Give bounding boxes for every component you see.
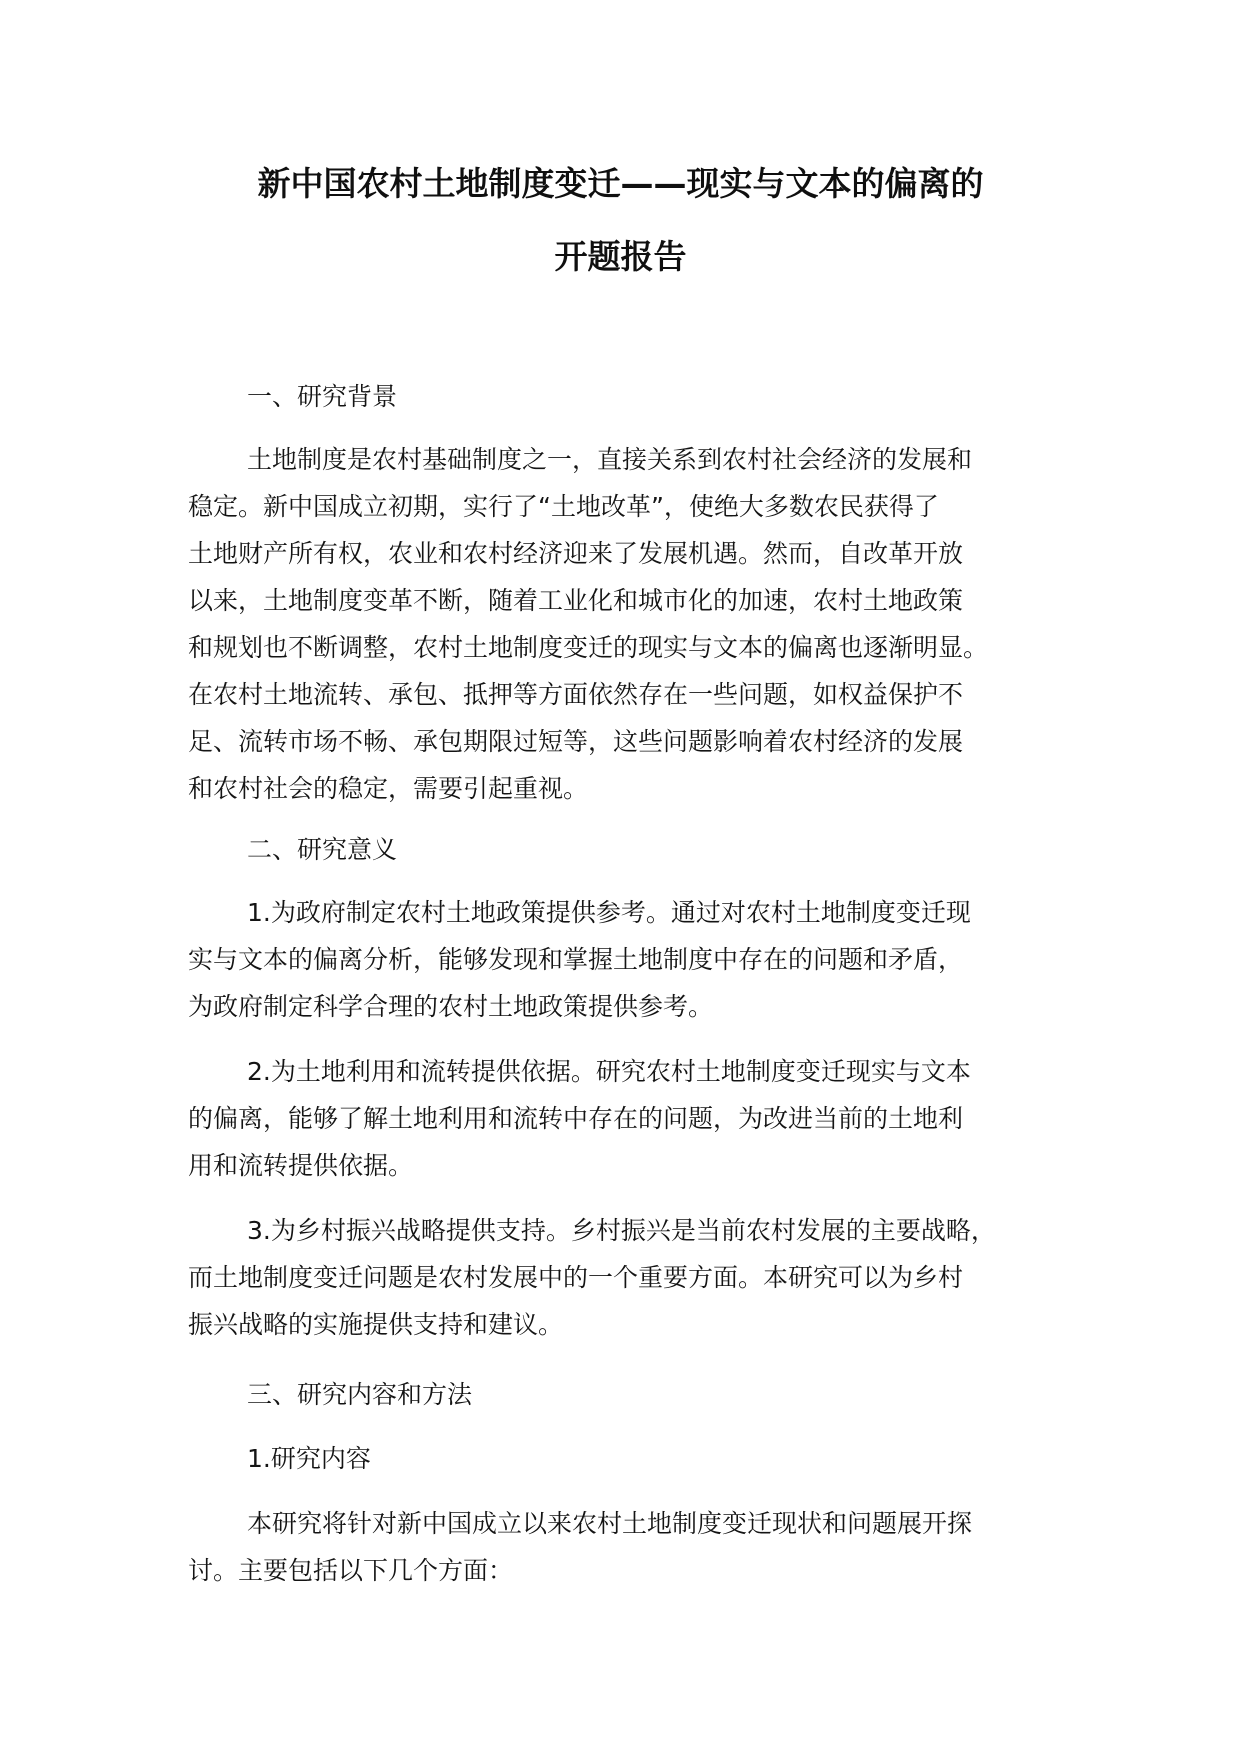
paragraph-line: 土地财产所有权，农业和农村经济迎来了发展机遇。然而，自改革开放: [188, 539, 964, 568]
paragraph-line: 在农村土地流转、承包、抵押等方面依然存在一些问题，如权益保护不: [188, 680, 964, 709]
paragraph-line: 讨。主要包括以下几个方面：: [188, 1556, 514, 1585]
section-heading-significance: [188, 826, 1068, 873]
subheading-research-content: [188, 1435, 1068, 1482]
paragraph-line: 的偏离，能够了解土地利用和流转中存在的问题，为改进当前的土地利: [188, 1104, 964, 1133]
heading-text: 二、研究意义: [247, 835, 398, 864]
paragraph-significance-point-2: [188, 1048, 1068, 1189]
paragraph-line: 1.为政府制定农村土地政策提供参考。通过对农村土地制度变迁现: [247, 898, 971, 927]
section-heading-content-method: [188, 1371, 1068, 1418]
section-heading-background: [188, 373, 1068, 420]
paragraph-line: 为政府制定科学合理的农村土地政策提供参考。: [188, 992, 714, 1021]
document-title-line-2: 开题报告: [554, 237, 687, 276]
paragraph-line: 而土地制度变迁问题是农村发展中的一个重要方面。本研究可以为乡村: [188, 1263, 964, 1292]
paragraph-line: 本研究将针对新中国成立以来农村土地制度变迁现状和问题展开探: [247, 1509, 973, 1538]
paragraph-line: 和农村社会的稳定，需要引起重视。: [188, 774, 589, 803]
paragraph-research-content: [188, 1500, 1068, 1594]
paragraph-line: 用和流转提供依据。: [188, 1151, 414, 1180]
document-title-line-1: 新中国农村土地制度变迁——现实与文本的偏离的: [257, 164, 984, 203]
paragraph-line: 以来，土地制度变革不断，随着工业化和城市化的加速，农村土地政策: [188, 586, 964, 615]
heading-text: 三、研究内容和方法: [247, 1380, 473, 1409]
subheading-text: 1.研究内容: [247, 1444, 371, 1473]
paragraph-background: [188, 436, 1068, 812]
paragraph-line: 和规划也不断调整，农村土地制度变迁的现实与文本的偏离也逐渐明显。: [188, 633, 989, 662]
heading-text: 一、研究背景: [247, 382, 398, 411]
paragraph-line: 实与文本的偏离分析，能够发现和掌握土地制度中存在的问题和矛盾，: [188, 945, 964, 974]
paragraph-line: 振兴战略的实施提供支持和建议。: [188, 1310, 564, 1339]
paragraph-line: 足、流转市场不畅、承包期限过短等，这些问题影响着农村经济的发展: [188, 727, 964, 756]
paragraph-significance-point-1: [188, 889, 1068, 1030]
paragraph-significance-point-3: [188, 1207, 1068, 1348]
paragraph-line: 2.为土地利用和流转提供依据。研究农村土地制度变迁现实与文本: [247, 1057, 971, 1086]
paragraph-line: 3.为乡村振兴战略提供支持。乡村振兴是当前农村发展的主要战略，: [247, 1216, 996, 1245]
paragraph-line: 稳定。新中国成立初期，实行了“土地改革”，使绝大多数农民获得了: [188, 492, 939, 521]
paragraph-line: 土地制度是农村基础制度之一，直接关系到农村社会经济的发展和: [247, 445, 973, 474]
